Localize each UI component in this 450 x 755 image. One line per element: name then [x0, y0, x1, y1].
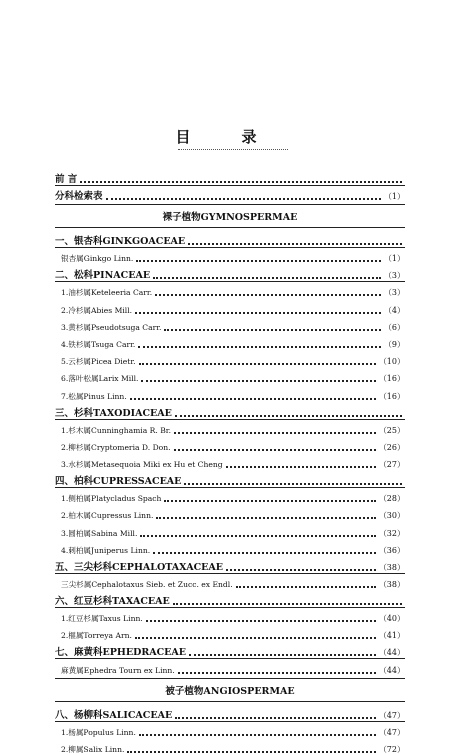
toc-page-number: （3）: [383, 288, 405, 298]
dot-leader: [156, 517, 375, 519]
toc-genus-entry[interactable]: [55, 453, 405, 470]
toc-genus-entry[interactable]: [55, 738, 405, 755]
toc-entry-label: 五、三尖杉科CEPHALOTAXACEAE: [55, 561, 223, 573]
toc-genus-entry[interactable]: [55, 298, 405, 315]
toc-page-number: （26）: [378, 442, 405, 452]
toc-page-number: （1）: [383, 254, 405, 264]
toc-entry-label: 二、松科PINACEAE: [55, 270, 151, 282]
toc-page-number: （16）: [378, 391, 405, 401]
dot-leader: [106, 198, 381, 200]
toc-page-number: （44）: [378, 665, 405, 675]
toc-genus-entry[interactable]: [55, 624, 405, 641]
toc-genus-entry[interactable]: [55, 436, 405, 453]
toc-family-entry[interactable]: [55, 230, 405, 247]
toc-page-number: （3）: [383, 271, 405, 281]
dot-leader: [226, 569, 376, 571]
toc-entry-label: 3.黄杉属Pseudotsuga Carr.: [61, 322, 162, 332]
dot-leader: [139, 363, 376, 365]
dot-leader: [153, 277, 381, 279]
toc-page-number: （72）: [378, 744, 405, 754]
toc-page-number: （44）: [378, 648, 405, 658]
dot-leader: [141, 380, 375, 382]
toc-entry-label: 1.侧柏属Platycladus Spach: [61, 494, 162, 504]
toc-family-entry[interactable]: [55, 641, 405, 658]
toc-family-entry[interactable]: [55, 556, 405, 573]
title-underline: [178, 149, 288, 150]
dot-leader: [164, 500, 375, 502]
toc-family-entry[interactable]: [55, 704, 405, 721]
dot-leader: [164, 329, 380, 331]
toc-page-number: （47）: [378, 727, 405, 737]
dot-leader: [153, 552, 376, 554]
toc-genus-entry[interactable]: [55, 487, 405, 504]
dot-leader: [188, 243, 402, 245]
toc-family-entry[interactable]: [55, 590, 405, 607]
toc-page-number: （32）: [378, 528, 405, 538]
toc-genus-entry[interactable]: [55, 316, 405, 333]
toc-entry-label: 一、银杏科GINKGOACEAE: [55, 236, 186, 247]
toc-page-number: （6）: [383, 322, 405, 332]
toc-page-number: （9）: [383, 339, 405, 349]
toc-entry-label: 1.杨属Populus Linn.: [61, 727, 136, 737]
dot-leader: [173, 603, 402, 605]
toc-entry-label: 2.柏木属Cupressus Linn.: [61, 511, 154, 521]
toc-genus-entry[interactable]: [55, 350, 405, 367]
toc-genus-entry[interactable]: [55, 721, 405, 738]
dot-leader: [138, 346, 381, 348]
dot-leader: [174, 449, 376, 451]
toc-family-entry[interactable]: [55, 185, 405, 202]
toc-page-number: （40）: [378, 614, 405, 624]
dot-leader: [175, 415, 402, 417]
toc-entry-label: 5.云杉属Picea Dietr.: [61, 357, 136, 367]
toc-page-number: （38）: [378, 580, 405, 589]
dot-leader: [146, 620, 376, 622]
section-heading: 裸子植物GYMNOSPERMAE: [55, 204, 405, 228]
toc-genus-entry[interactable]: [55, 367, 405, 384]
page-title: 目 录: [175, 128, 275, 146]
dot-leader: [155, 294, 381, 296]
toc-page-number: （30）: [378, 511, 405, 521]
toc-entry-label: 前 言: [55, 174, 78, 185]
toc-genus-entry[interactable]: [55, 607, 405, 624]
toc-genus-entry[interactable]: [55, 333, 405, 350]
table-of-contents: [55, 168, 405, 755]
toc-entry-label: 7.松属Pinus Linn.: [61, 391, 127, 401]
toc-genus-entry[interactable]: [55, 521, 405, 538]
dot-leader: [178, 672, 376, 674]
dot-leader: [189, 654, 376, 656]
toc-entry-label: 六、红豆杉科TAXACEAE: [55, 596, 170, 607]
toc-entry-label: 七、麻黄科EPHEDRACEAE: [55, 647, 187, 659]
dot-leader: [136, 260, 381, 262]
toc-family-entry[interactable]: [55, 402, 405, 419]
toc-family-entry[interactable]: [55, 470, 405, 487]
dot-leader: [226, 466, 376, 468]
toc-page-number: （36）: [378, 545, 405, 555]
toc-entry-label: 2.柳杉属Cryptomeria D. Don.: [61, 442, 171, 452]
toc-page-number: （47）: [378, 710, 405, 720]
toc-entry-label: 1.杉木属Cunninghamia R. Br.: [61, 425, 172, 435]
dot-leader: [135, 637, 376, 639]
toc-family-entry[interactable]: [55, 168, 405, 185]
toc-page-number: （25）: [378, 425, 405, 435]
toc-entry-label: 三尖杉属Cephalotaxus Sieb. et Zucc. ex Endl.: [61, 580, 233, 589]
dot-leader: [175, 717, 376, 719]
toc-entry-label: 3.水杉属Metasequoia Miki ex Hu et Cheng: [61, 460, 223, 470]
toc-page-number: （27）: [378, 460, 405, 470]
toc-entry-label: 四、柏科CUPRESSACEAE: [55, 476, 182, 488]
dot-leader: [236, 586, 376, 588]
toc-entry-label: 分科检索表: [55, 191, 103, 202]
toc-entry-label: 麻黄属Ephedra Tourn ex Linn.: [61, 665, 175, 675]
toc-entry-label: 6.落叶松属Larix Mill.: [61, 374, 139, 384]
dot-leader: [174, 432, 376, 434]
dot-leader: [127, 751, 375, 753]
toc-page-number: （38）: [378, 562, 405, 572]
dot-leader: [130, 398, 376, 400]
toc-page-number: （1）: [383, 192, 405, 201]
toc-family-entry[interactable]: [55, 264, 405, 281]
dot-leader: [135, 312, 381, 314]
dot-leader: [184, 483, 402, 485]
toc-genus-entry[interactable]: [55, 247, 405, 264]
toc-entry-label: 3.圆柏属Sabina Mill.: [61, 528, 138, 538]
toc-entry-label: 三、杉科TAXODIACEAE: [55, 407, 172, 419]
toc-entry-label: 4.铁杉属Tsuga Carr.: [61, 339, 136, 349]
toc-page-number: （28）: [378, 494, 405, 504]
toc-page-number: （10）: [378, 357, 405, 367]
section-heading: 被子植物ANGIOSPERMAE: [55, 678, 405, 702]
toc-page-number: （4）: [383, 305, 405, 315]
dot-leader: [139, 734, 376, 736]
toc-page-number: （41）: [378, 631, 405, 641]
toc-entry-label: 2.柳属Salix Linn.: [61, 744, 125, 754]
toc-genus-entry[interactable]: [55, 419, 405, 436]
toc-genus-entry[interactable]: [55, 573, 405, 590]
toc-entry-label: 银杏属Ginkgo Linn.: [61, 254, 134, 264]
toc-genus-entry[interactable]: [55, 539, 405, 556]
toc-genus-entry[interactable]: [55, 504, 405, 521]
toc-entry-label: 2.冷杉属Abies Mill.: [61, 305, 133, 315]
toc-entry-label: 1.油杉属Keteleeria Carr.: [61, 288, 153, 298]
toc-entry-label: 2.榧属Torreya Arn.: [61, 631, 132, 641]
toc-genus-entry[interactable]: [55, 658, 405, 675]
toc-genus-entry[interactable]: [55, 281, 405, 298]
toc-page-number: （16）: [378, 374, 405, 384]
toc-entry-label: 4.刺柏属Juniperus Linn.: [61, 545, 151, 555]
toc-entry-label: 八、杨柳科SALICACEAE: [55, 709, 173, 721]
dot-leader: [140, 535, 375, 537]
toc-entry-label: 1.红豆杉属Taxus Linn.: [61, 614, 143, 624]
dot-leader: [80, 181, 402, 183]
toc-genus-entry[interactable]: [55, 384, 405, 401]
